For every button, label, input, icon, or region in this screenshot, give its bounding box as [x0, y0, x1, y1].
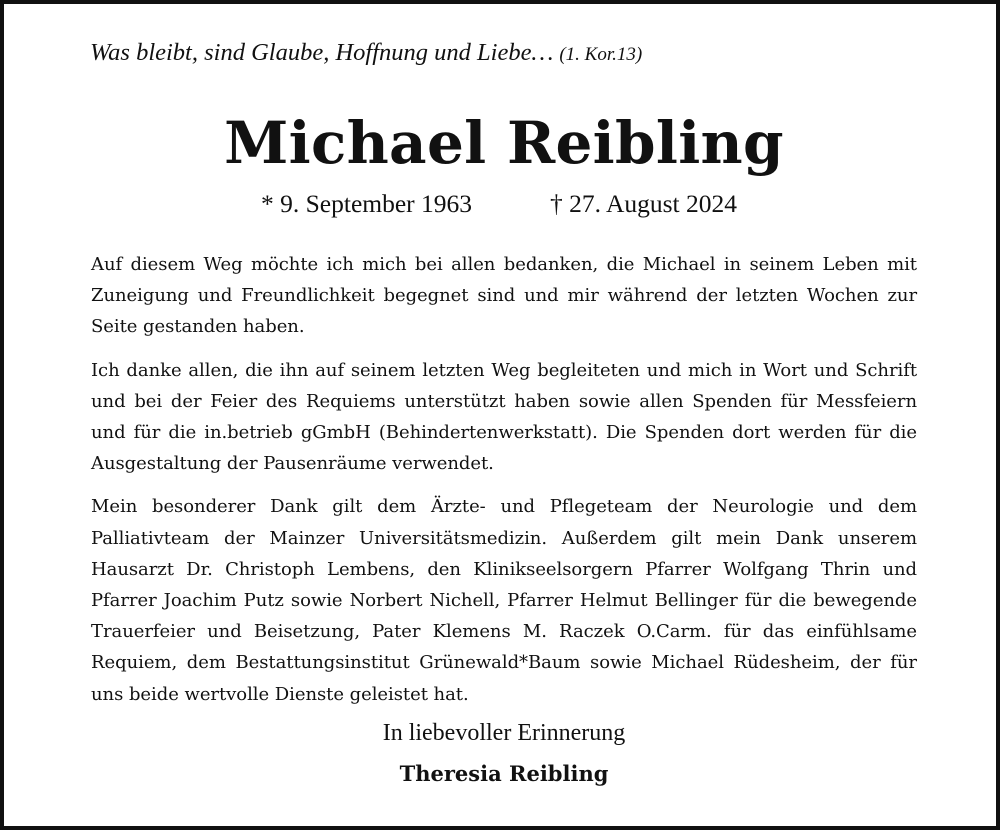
deceased-name: Michael Reibling	[224, 109, 784, 177]
notice-body	[91, 249, 917, 722]
quote-reference: (1. Kor.13)	[559, 44, 643, 65]
quote-text: Was bleibt, sind Glaube, Hoffnung und Liebe…	[90, 39, 554, 66]
birth-date: * 9. September 1963	[261, 189, 473, 218]
bible-quote	[90, 39, 642, 67]
signature-name: Theresia Reibling	[399, 761, 609, 786]
paragraph-special-thanks: Mein besonderer Dank gilt dem Ärzte- und Pflegeteam der Neurologie und dem Palliativteam der Mainzer Universitätsmedizin. Außerdem gilt mein Dank unserem Hausarzt Dr. Christoph Lembens, den Klinikseelsorgern Pfarrer Wolfgang Thrin und Pfarrer Joachim Putz sowie Norbert Nichell, Pfarrer Helmut Bellinger für die bewegende Trauerfeier und Beisetzung, Pater Klemens M. Raczek O.Carm. für das einfühlsame Requiem, dem Bestattungsinstitut Grünewald*Baum sowie Michael Rüdesheim, der für uns beide wertvolle Dienste geleistet hat.	[91, 496, 917, 705]
paragraph-thanks: Auf diesem Weg möchte ich mich bei allen bedanken, die Michael in seinem Leben mit Zuneigung und Freundlichkeit begegnet sind und mir während der letzten Wochen zur Seite gestanden haben.	[91, 254, 917, 338]
death-date: † 27. August 2024	[550, 189, 738, 218]
paragraph-donations: Ich danke allen, die ihn auf seinem letzten Weg begleiteten und mich in Wort und Schrift und bei der Feier des Requiems unterstützt haben sowie allen Spenden für Messfeiern und für die in.betrieb gGmbH (Behindertenwerkstatt). Die Spenden dort werden für die Ausgestaltung der Pausenräume verwendet.	[91, 359, 917, 475]
closing-line: In liebevoller Erinnerung	[382, 720, 626, 746]
